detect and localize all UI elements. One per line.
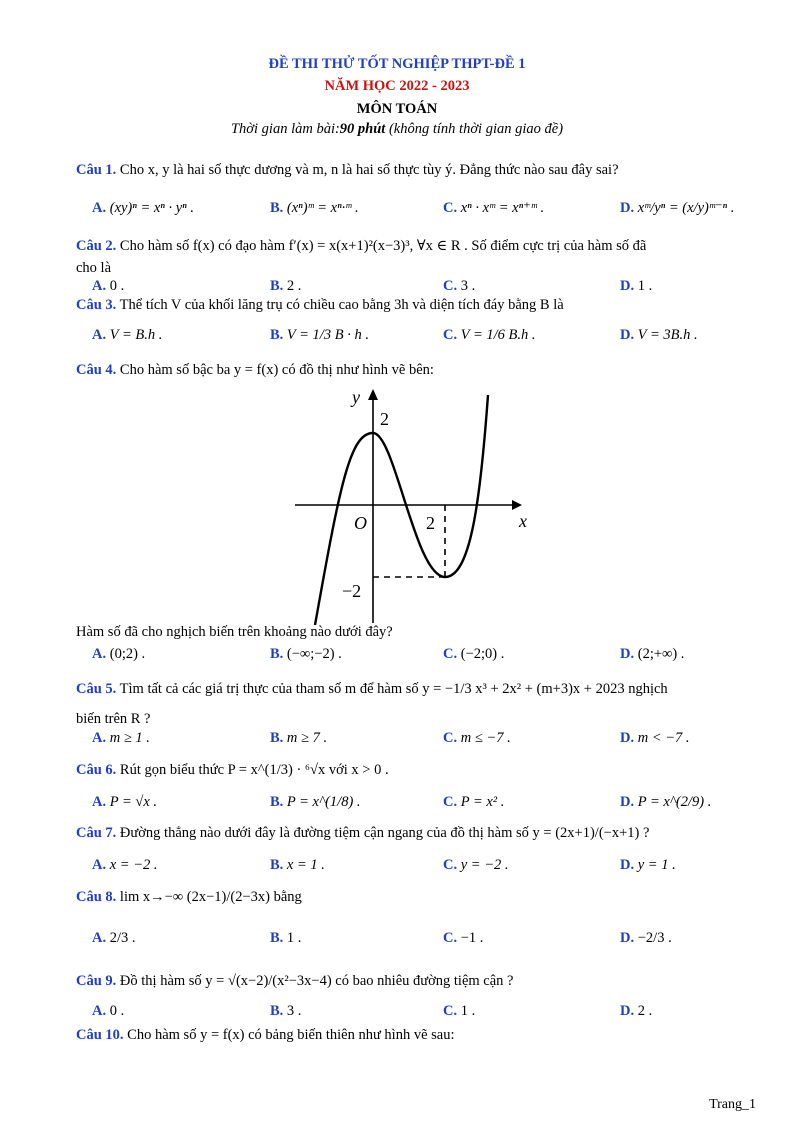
q2-option-c: C. 3 . [443, 278, 476, 294]
y-axis-label: y [352, 387, 360, 407]
q1-option-c: C. xⁿ · xᵐ = xⁿ⁺ᵐ . [443, 200, 545, 216]
q5-option-a: A. m ≥ 1 . [92, 730, 150, 746]
question-2: Câu 2. Cho hàm số f(x) có đạo hàm f′(x) = x(x+1)²(x−3)³, ∀x ∈ R . Số điểm cực trị của hàm số đã [76, 238, 647, 254]
x-axis-label: x [519, 511, 527, 531]
q9-option-d: D. 2 . [620, 1003, 653, 1019]
q5-option-d: D. m < −7 . [620, 730, 690, 746]
question-7: Câu 7. Đường thẳng nào dưới đây là đường tiệm cận ngang của đồ thị hàm số y = (2x+1)/(−x+1) ? [76, 825, 650, 841]
q8-option-b: B. 1 . [270, 930, 302, 946]
q7-option-b: B. x = 1 . [270, 857, 325, 873]
q5-option-b: B. m ≥ 7 . [270, 730, 328, 746]
q6-option-c: C. P = x² . [443, 794, 505, 810]
q4-option-b: B. (−∞;−2) . [270, 646, 342, 662]
q7-option-c: C. y = −2 . [443, 857, 509, 873]
page-number: Trang_1 [709, 1097, 756, 1112]
q2-option-a: A. 0 . [92, 278, 125, 294]
q7-option-a: A. x = −2 . [92, 857, 158, 873]
q5-text-continued: biến trên R ? [76, 711, 151, 727]
tick-x: 2 [426, 513, 435, 533]
q8-option-a: A. 2/3 . [92, 930, 136, 946]
q1-option-b: B. (xⁿ)ᵐ = xⁿ·ᵐ . [270, 200, 359, 216]
question-6: Câu 6. Rút gọn biểu thức P = x^(1/3) · ⁶√x với x > 0 . [76, 762, 389, 778]
q6-option-d: D. P = x^(2/9) . [620, 794, 712, 810]
q4-question: Hàm số đã cho nghịch biến trên khoảng nào dưới đây? [76, 624, 393, 640]
tick-y-bottom: −2 [342, 581, 362, 601]
q6-option-a: A. P = √x . [92, 794, 158, 810]
question-3: Câu 3. Thể tích V của khối lăng trụ có chiều cao bằng 3h và diện tích đáy bằng B là [76, 297, 564, 313]
q3-option-c: C. V = 1/6 B.h . [443, 327, 536, 343]
q2-option-b: B. 2 . [270, 278, 302, 294]
time-suffix: (không tính thời gian giao đề) [385, 121, 564, 137]
cubic-curve [315, 395, 488, 625]
q9-option-b: B. 3 . [270, 1003, 302, 1019]
time-info [0, 121, 794, 138]
time-value: 90 phút [339, 121, 386, 137]
q3-option-d: D. V = 3B.h . [620, 327, 698, 343]
question-4: Câu 4. Cho hàm số bậc ba y = f(x) có đồ thị như hình vẽ bên: [76, 362, 434, 378]
q6-option-b: B. P = x^(1/8) . [270, 794, 361, 810]
question-10: Câu 10. Cho hàm số y = f(x) có bảng biến thiên như hình vẽ sau: [76, 1027, 455, 1043]
q4-option-d: D. (2;+∞) . [620, 646, 685, 662]
origin-label: O [354, 513, 367, 533]
q1-option-d: D. xᵐ/yⁿ = (x/y)ᵐ⁻ⁿ . [620, 200, 735, 216]
q1-text: Cho x, y là hai số thực dương và m, n là hai số thực tùy ý. Đẳng thức nào sau đây sai? [116, 162, 619, 178]
q4-option-a: A. (0;2) . [92, 646, 146, 662]
q7-option-d: D. y = 1 . [620, 857, 676, 873]
question-8: Câu 8. lim x→−∞ (2x−1)/(2−3x) bằng [76, 889, 302, 905]
q3-option-b: B. V = 1/3 B · h . [270, 327, 369, 343]
q9-option-c: C. 1 . [443, 1003, 476, 1019]
q8-option-c: C. −1 . [443, 930, 484, 946]
q5-option-c: C. m ≤ −7 . [443, 730, 511, 746]
school-year: NĂM HỌC 2022 - 2023 [324, 78, 470, 94]
q2-option-d: D. 1 . [620, 278, 653, 294]
q9-option-a: A. 0 . [92, 1003, 125, 1019]
subject: MÔN TOÁN [356, 101, 438, 117]
q8-option-d: D. −2/3 . [620, 930, 672, 946]
question-5: Câu 5. Tìm tất cả các giá trị thực của tham số m để hàm số y = −1/3 x³ + 2x² + (m+3)x + 2023 nghịch [76, 681, 668, 697]
x-axis-arrow [512, 500, 522, 510]
time-prefix: Thời gian làm bài: [230, 121, 340, 137]
q3-option-a: A. V = B.h . [92, 327, 163, 343]
q1-label: Câu 1. [76, 162, 117, 178]
question-9: Câu 9. Đồ thị hàm số y = √(x−2)/(x²−3x−4) có bao nhiêu đường tiệm cận ? [76, 973, 514, 989]
exam-title: ĐỀ THI THỬ TỐT NGHIỆP THPT-ĐỀ 1 [268, 56, 526, 72]
q4-option-c: C. (−2;0) . [443, 646, 505, 662]
tick-y-top: 2 [380, 409, 389, 429]
cubic-function-graph [290, 385, 540, 625]
q1-option-a: A. (xy)ⁿ = xⁿ · yⁿ . [92, 200, 194, 216]
y-axis-arrow [368, 389, 378, 400]
question-1 [76, 162, 619, 179]
q2-text-continued: cho là [76, 260, 112, 276]
